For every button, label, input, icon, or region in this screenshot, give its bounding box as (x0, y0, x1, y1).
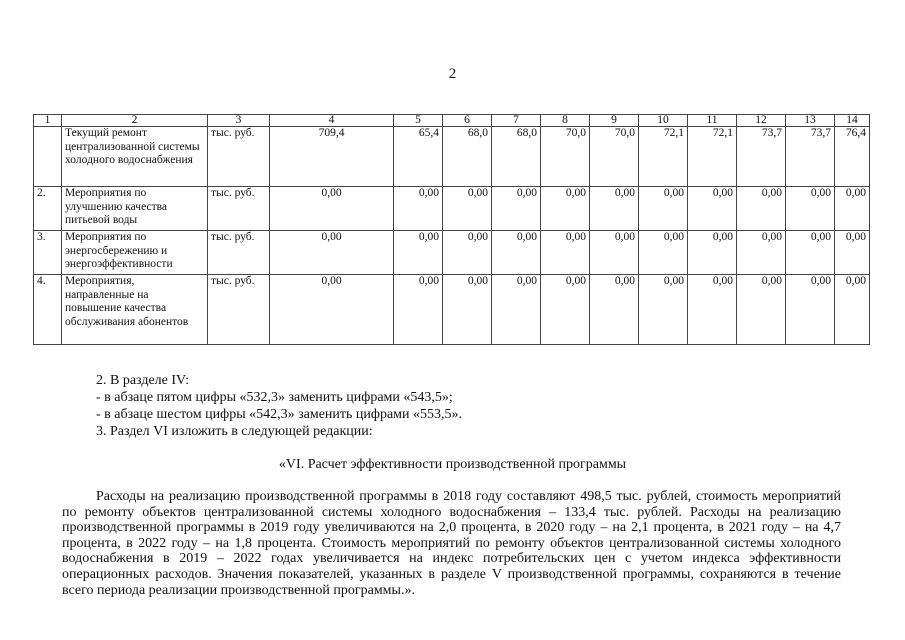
value-cell: 0,00 (835, 231, 870, 275)
unit-cell: тыс. руб. (208, 231, 270, 275)
value-cell: 0,00 (492, 275, 541, 345)
value-cell: 0,00 (639, 275, 688, 345)
value-cell: 0,00 (737, 187, 786, 231)
row-number-cell: 3. (34, 231, 62, 275)
value-cell: 0,00 (492, 187, 541, 231)
body-paragraph: Расходы на реализацию производственной программы в 2018 году составляют 498,5 тыс. рублей, стоимость мероприятий по ремонту объектов централизованной системы холодного водоснабжения – 133,4 тыс. рублей. Расходы на реализацию производственной программы в 2019 году увеличиваются на 2,0 процента, в 2020 году – на 2,1 процента, в 2021 году – на 4,7 процента, в 2022 году – на 1,8 процента. Стоимость мероприятий по ремонту объектов централизованной системы холодного водоснабжения в 2019 – 2022 годах увеличивается на индекс потребительских цен с учетом индекса эффективности операционных расходов. Значения показателей, указанных в разделе V производственной программы, сохраняются в течение всего периода реализации производственной программы.». (62, 489, 841, 598)
value-cell: 0,00 (737, 231, 786, 275)
header-cell: 13 (786, 115, 835, 127)
value-cell: 0,00 (639, 231, 688, 275)
value-cell: 0,00 (786, 231, 835, 275)
unit-cell: тыс. руб. (208, 275, 270, 345)
value-cell: 70,0 (590, 127, 639, 187)
activity-name-cell: Текущий ремонт централизованной системы холодного водоснабжения (62, 127, 208, 187)
section-title: «VI. Расчет эффективности производственной программы (278, 457, 627, 472)
value-cell: 72,1 (639, 127, 688, 187)
value-cell: 0,00 (590, 231, 639, 275)
value-cell: 0,00 (394, 187, 443, 231)
value-cell: 72,1 (688, 127, 737, 187)
item-paragraph-six: - в абзаце шестом цифры «542,3» заменить цифрами «553,5». (96, 407, 463, 422)
value-cell: 0,00 (443, 231, 492, 275)
value-cell: 0,00 (492, 231, 541, 275)
value-cell: 0,00 (270, 275, 394, 345)
value-cell: 0,00 (688, 231, 737, 275)
value-cell: 0,00 (786, 187, 835, 231)
program-table (33, 114, 870, 345)
value-cell: 70,0 (541, 127, 590, 187)
header-cell: 10 (639, 115, 688, 127)
header-cell: 5 (394, 115, 443, 127)
item-section-iv: 2. В разделе IV: (96, 373, 189, 388)
header-cell: 14 (835, 115, 870, 127)
table-header-row (34, 115, 870, 127)
table-row (34, 231, 870, 275)
header-cell: 9 (590, 115, 639, 127)
value-cell: 709,4 (270, 127, 394, 187)
value-cell: 0,00 (786, 275, 835, 345)
value-cell: 76,4 (835, 127, 870, 187)
table-body (34, 115, 870, 345)
table-row (34, 275, 870, 345)
value-cell: 0,00 (688, 275, 737, 345)
value-cell: 0,00 (835, 187, 870, 231)
value-cell: 0,00 (270, 187, 394, 231)
value-cell: 68,0 (443, 127, 492, 187)
value-cell: 0,00 (835, 275, 870, 345)
unit-cell: тыс. руб. (208, 127, 270, 187)
unit-cell: тыс. руб. (208, 187, 270, 231)
header-cell: 1 (34, 115, 62, 127)
value-cell: 0,00 (541, 275, 590, 345)
table-row (34, 187, 870, 231)
header-cell: 8 (541, 115, 590, 127)
row-number-cell: 4. (34, 275, 62, 345)
value-cell: 0,00 (688, 187, 737, 231)
value-cell: 0,00 (394, 275, 443, 345)
value-cell: 73,7 (786, 127, 835, 187)
value-cell: 0,00 (590, 187, 639, 231)
item-section-vi: 3. Раздел VI изложить в следующей редакции: (96, 424, 373, 439)
page-number: 2 (448, 66, 457, 82)
value-cell: 0,00 (394, 231, 443, 275)
header-cell: 6 (443, 115, 492, 127)
value-cell: 0,00 (639, 187, 688, 231)
activity-name-cell: Мероприятия, направленные на повышение качества обслуживания абонентов (62, 275, 208, 345)
value-cell: 0,00 (443, 275, 492, 345)
value-cell: 73,7 (737, 127, 786, 187)
row-number-cell (34, 127, 62, 187)
activity-name-cell: Мероприятия по улучшению качества питьевой воды (62, 187, 208, 231)
item-paragraph-five: - в абзаце пятом цифры «532,3» заменить цифрами «543,5»; (96, 390, 453, 405)
value-cell: 0,00 (270, 231, 394, 275)
row-number-cell: 2. (34, 187, 62, 231)
value-cell: 68,0 (492, 127, 541, 187)
value-cell: 0,00 (541, 231, 590, 275)
activity-name-cell: Мероприятия по энергосбережению и энергоэффективности (62, 231, 208, 275)
header-cell: 3 (208, 115, 270, 127)
header-cell: 4 (270, 115, 394, 127)
value-cell: 0,00 (737, 275, 786, 345)
value-cell: 0,00 (590, 275, 639, 345)
value-cell: 65,4 (394, 127, 443, 187)
value-cell: 0,00 (443, 187, 492, 231)
header-cell: 11 (688, 115, 737, 127)
header-cell: 7 (492, 115, 541, 127)
header-cell: 12 (737, 115, 786, 127)
value-cell: 0,00 (541, 187, 590, 231)
header-cell: 2 (62, 115, 208, 127)
table-row (34, 127, 870, 187)
